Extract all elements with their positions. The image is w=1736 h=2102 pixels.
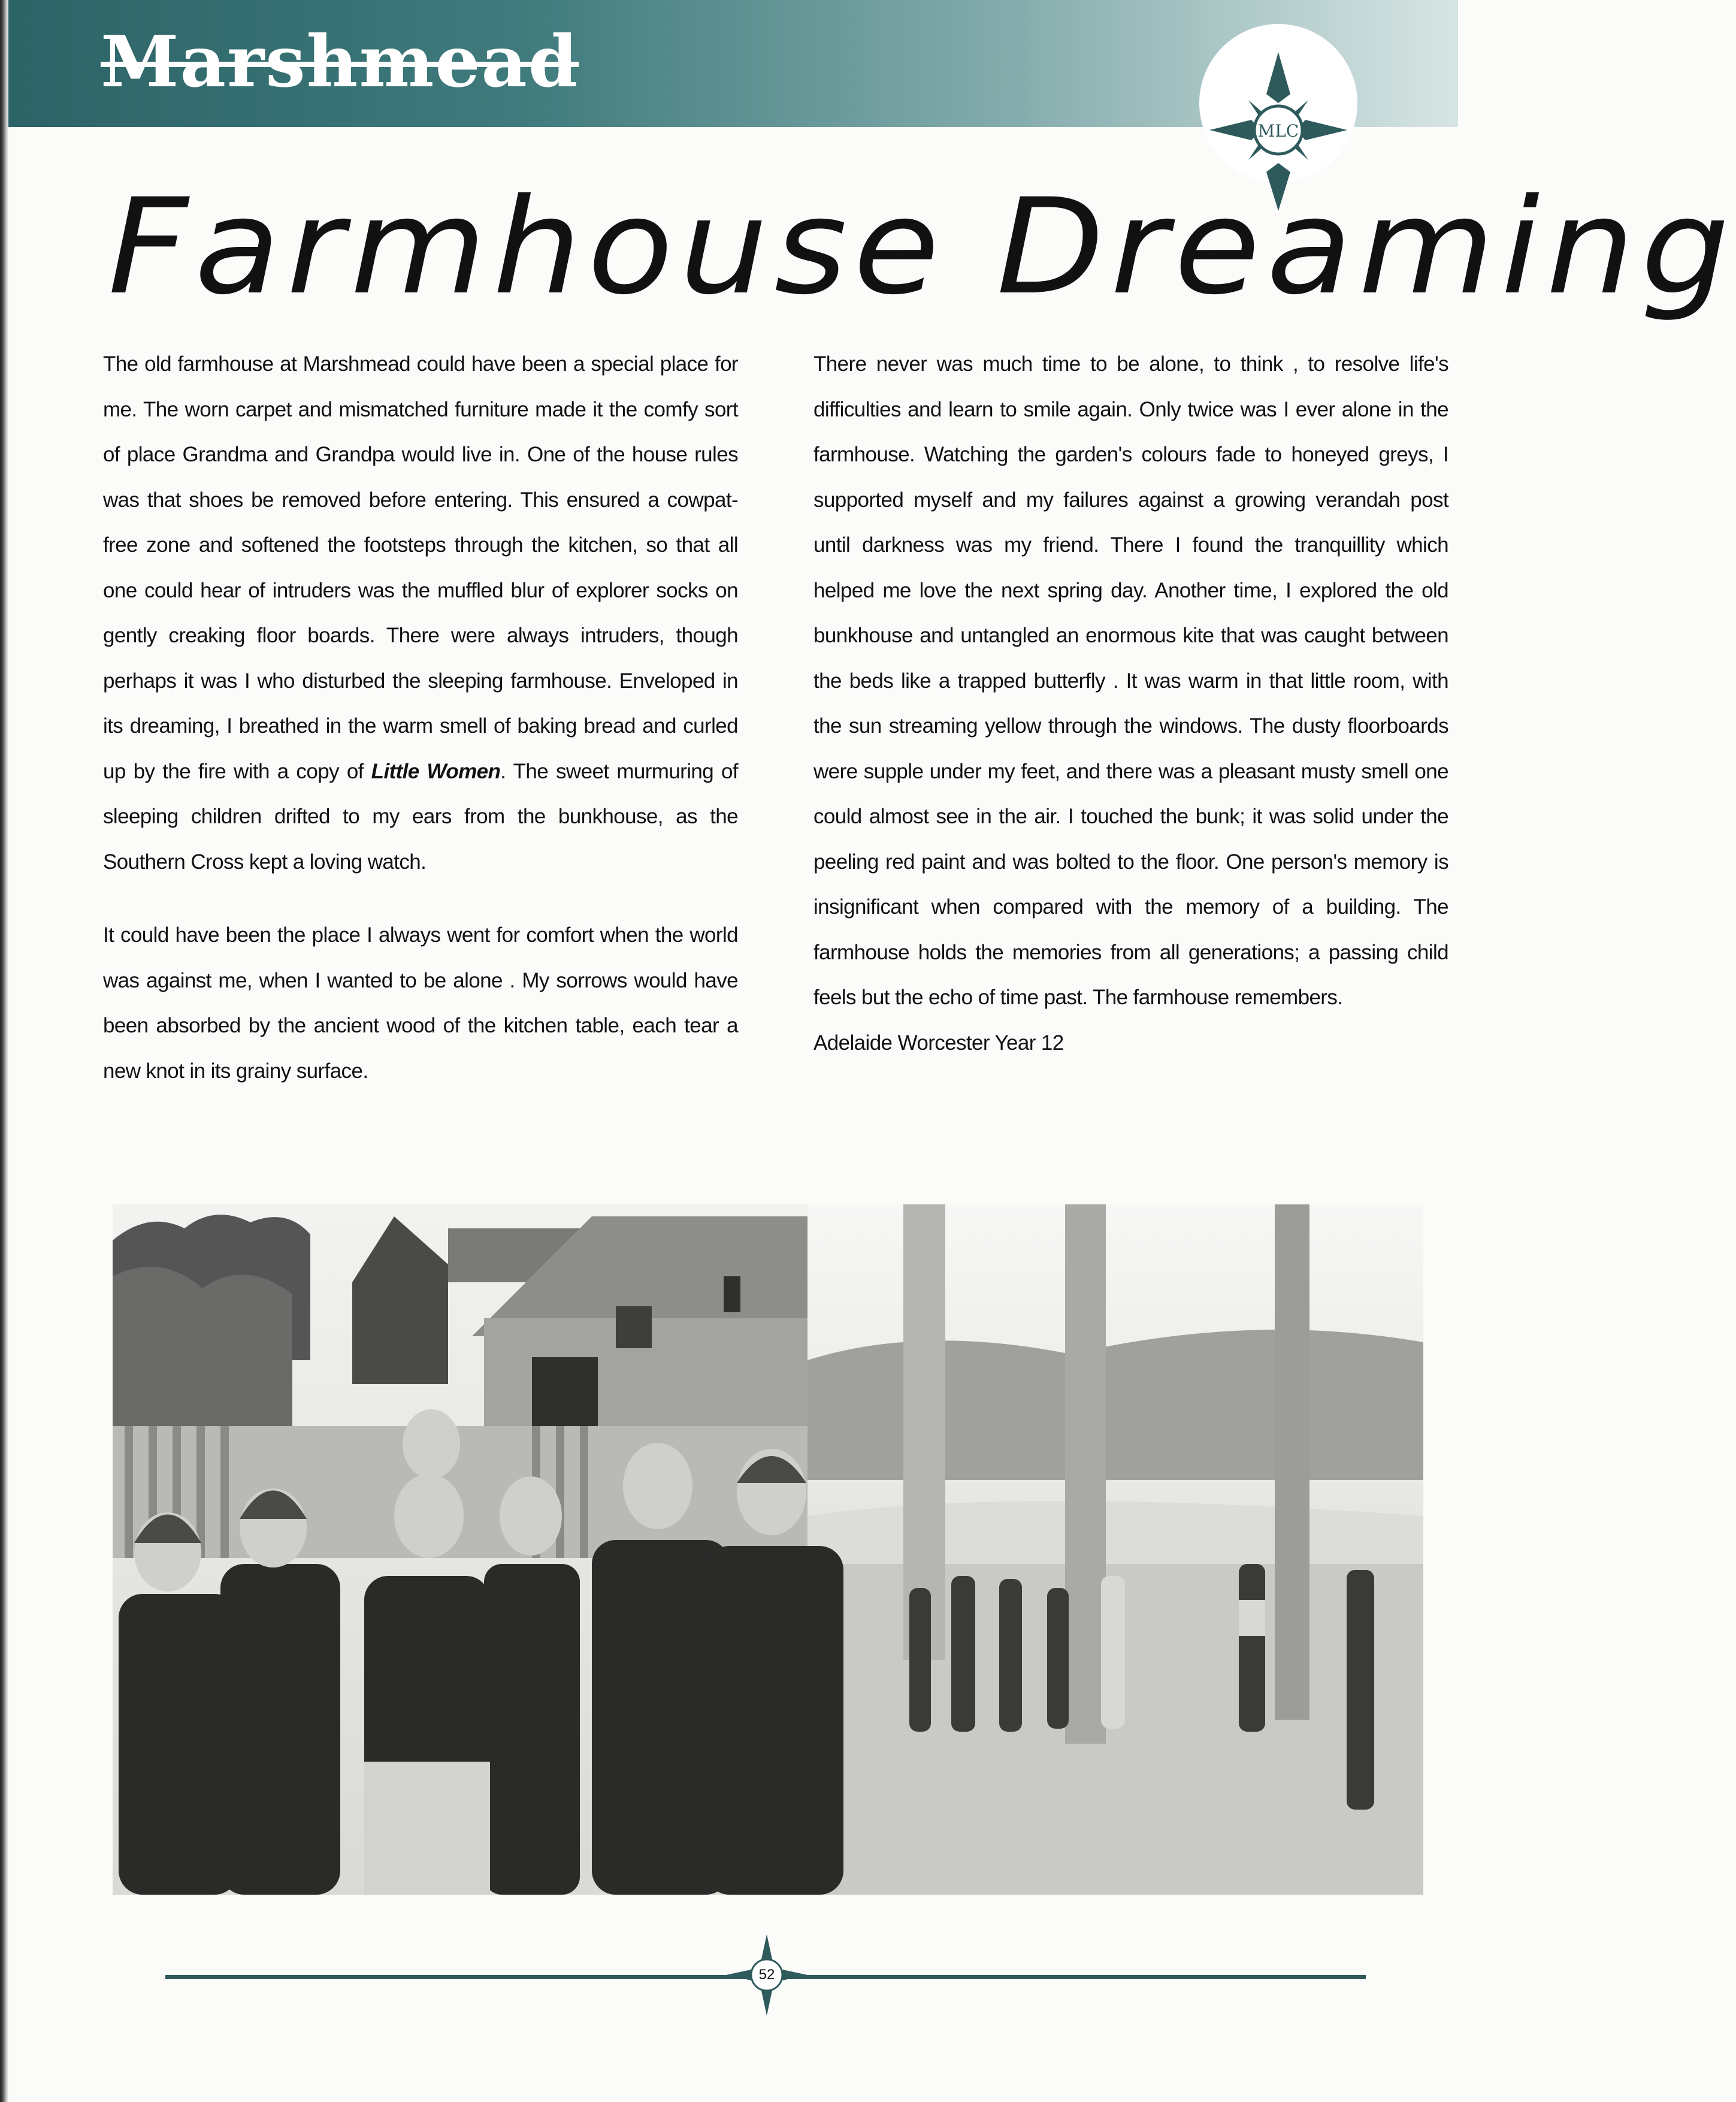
paragraph-text: . The sweet murmuring of sleeping children drifted to my ears from the bunkhouse, as the Southern Cross kept a loving watch. bbox=[103, 759, 738, 874]
article-paragraph: It could have been the place I always went for comfort when the world was against me, when I wanted to be alone . My sorrows would have been absorbed by the ancient wood of the kitchen table, each tear a new knot in its grainy surface. bbox=[103, 923, 738, 1083]
paragraph-text: The old farmhouse at Marshmead could have been a special place for me. The worn carpet and mismatched furniture made it the comfy sort of place Grandma and Grandpa would live in. One of the house rules was that shoes be removed before entering. This ensured a cowpat- free zone and softened the footsteps through the kitchen, so that all one could hear of intruders was the muffled blur of explorer socks on gently creaking floor boards. There were always intruders, though perhaps it was I who disturbed the sleeping farmhouse. Enveloped in its dreaming, I breathed in the warm smell of baking bread and curled up by the fire with a copy of bbox=[103, 352, 738, 783]
article-title: Farmhouse Dreaming bbox=[108, 170, 1736, 324]
article-column-left bbox=[103, 342, 738, 1094]
article-paragraph bbox=[103, 342, 738, 884]
photo-collage-image bbox=[113, 1204, 1423, 1895]
logo-text: MLC bbox=[1257, 121, 1299, 141]
page-number: 52 bbox=[758, 1967, 775, 1983]
page-binding-edge bbox=[0, 0, 8, 2102]
article-paragraph: There never was much time to be alone, to think , to resolve life's difficulties and learn to smile again. Only twice was I ever alone in the farmhouse. Watching the garden's colours fade to honeyed greys, I supported myself and my failures against a growing verandah post until darkness was my friend. There I found the tranquillity which helped me love the next spring day. Another time, I explored the old bunkhouse and untangled an enormous kite that was caught between the beds like a trapped butterfly . It was warm in that little room, with the sun streaming yellow through the windows. The dusty floorboards were supple under my feet, and there was a pleasant musty smell one could almost see in the air. I touched the bunk; it was solid under the peeling red paint and was bolted to the floor. One person's memory is insignificant when compared with the memory of a building. The farmhouse holds the memories from all generations; a passing child feels but the echo of time past. The farmhouse remembers. bbox=[813, 352, 1448, 1009]
book-title: Little Women bbox=[371, 759, 501, 783]
photo-collage bbox=[113, 1204, 1423, 1895]
author-byline: Adelaide Worcester Year 12 bbox=[813, 1031, 1064, 1055]
section-title: Marshmead bbox=[101, 20, 579, 103]
article-column-right bbox=[813, 342, 1448, 1065]
